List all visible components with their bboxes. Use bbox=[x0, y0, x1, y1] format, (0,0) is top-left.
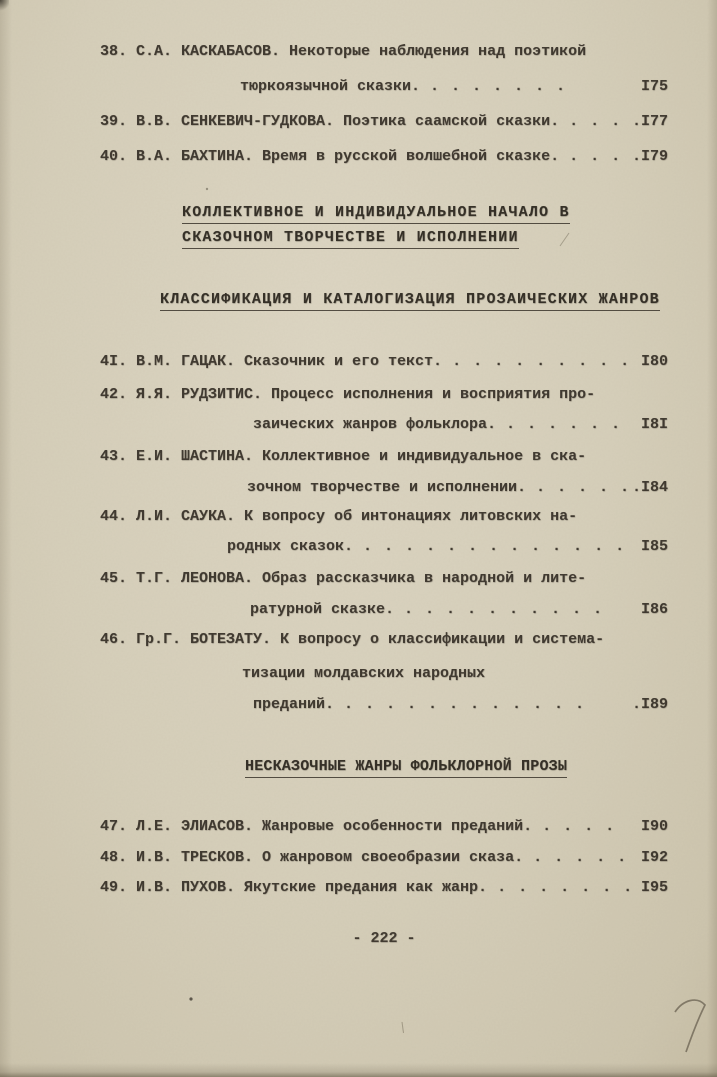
section-header-collective-line-2: СКАЗОЧНОМ ТВОРЧЕСТВЕ И ИСПОЛНЕНИИ bbox=[182, 228, 519, 250]
entry-44-line-2 bbox=[227, 537, 668, 557]
entry-text: 46. Гр.Г. БОТЕЗАТУ. К вопросу о классификации и система- bbox=[100, 631, 605, 648]
dot-leader: . . . . . . . . . bbox=[452, 353, 630, 370]
paper-fiber-mark bbox=[402, 1022, 404, 1033]
stray-slash-mark bbox=[560, 233, 569, 246]
ink-speck bbox=[189, 997, 192, 1000]
dot-leader: . . . bbox=[569, 113, 621, 130]
page-number: .I84 bbox=[631, 479, 668, 496]
entry-text: 44. Л.И. САУКА. К вопросу об интонациях литовских на- bbox=[100, 508, 578, 525]
page-number: .I79 bbox=[631, 148, 668, 165]
page-number: I8I bbox=[640, 416, 668, 433]
entry-text: 38. С.А. КАСКАБАСОВ. Некоторые наблюдения над поэтикой bbox=[100, 43, 587, 60]
dot-leader: . . . . . . . . . . . . . bbox=[363, 538, 625, 555]
dot-leader: . . . . . . . . . . . . bbox=[344, 696, 585, 713]
entry-text: 39. В.В. СЕНКЕВИЧ-ГУДКОВА. Поэтика саамской сказки. bbox=[100, 113, 560, 130]
page-number: .I77 bbox=[631, 113, 668, 130]
page-number: I95 bbox=[640, 879, 668, 896]
page-number: I90 bbox=[640, 818, 668, 835]
entry-43-line-1 bbox=[100, 447, 668, 467]
section-header-collective-line-1: КОЛЛЕКТИВНОЕ И ИНДИВИДУАЛЬНОЕ НАЧАЛО В bbox=[182, 203, 570, 225]
entry-41-line-1 bbox=[100, 352, 668, 372]
entry-49-line-1 bbox=[100, 878, 668, 898]
dot-leader: . . . . . . bbox=[506, 416, 621, 433]
entry-38-line-1 bbox=[100, 42, 668, 62]
entry-42-line-1 bbox=[100, 385, 668, 405]
entry-45-line-1 bbox=[100, 569, 668, 589]
dot-leader: . . . . . . . . . . bbox=[404, 601, 603, 618]
ink-speck bbox=[206, 188, 208, 190]
entry-text: 4I. В.М. ГАЦАК. Сказочник и его текст. bbox=[100, 353, 443, 370]
dot-leader: . . . bbox=[569, 148, 621, 165]
entry-text: тюркоязычной сказки. bbox=[240, 78, 421, 95]
entry-text: 45. Т.Г. ЛЕОНОВА. Образ рассказчика в народной и лите- bbox=[100, 570, 587, 587]
page-number: I86 bbox=[640, 601, 668, 618]
page-number: I85 bbox=[640, 538, 668, 555]
entry-text: преданий. bbox=[253, 696, 335, 713]
entry-text: тизации молдавских народных bbox=[242, 665, 486, 682]
dot-leader: . . . . . bbox=[533, 849, 627, 866]
entry-40-line-1 bbox=[100, 147, 668, 167]
dot-leader: . . . . . bbox=[536, 479, 630, 496]
entry-44-line-1 bbox=[100, 507, 668, 527]
scan-corner-shadow bbox=[0, 0, 9, 11]
entry-text: 42. Я.Я. РУДЗИТИС. Процесс исполнения и восприятия про- bbox=[100, 386, 596, 403]
entry-46-line-3 bbox=[253, 695, 668, 715]
dot-leader: . . . . . . . bbox=[497, 879, 633, 896]
entry-39-line-1 bbox=[100, 112, 668, 132]
dot-leader: . . . . . . . bbox=[430, 78, 566, 95]
entry-47-line-1 bbox=[100, 817, 668, 837]
entry-38-line-2 bbox=[240, 77, 668, 97]
entry-text: 49. И.В. ПУХОВ. Якутские предания как жанр. bbox=[100, 879, 488, 896]
entry-43-line-2 bbox=[247, 478, 668, 498]
entry-text: заических жанров фольклора. bbox=[253, 416, 497, 433]
pencil-mark-7 bbox=[675, 1000, 705, 1052]
section-header-non-fairytale: НЕСКАЗОЧНЫЕ ЖАНРЫ ФОЛЬКЛОРНОЙ ПРОЗЫ bbox=[245, 757, 567, 779]
page-number: I92 bbox=[640, 849, 668, 866]
entry-text: ратурной сказке. bbox=[250, 601, 395, 618]
entry-text: 48. И.В. ТРЕСКОВ. О жанровом своеобразии сказа. bbox=[100, 849, 524, 866]
section-header-classification: КЛАССИФИКАЦИЯ И КАТАЛОГИЗАЦИЯ ПРОЗАИЧЕСКИХ ЖАНРОВ bbox=[160, 290, 660, 312]
entry-text: 40. В.А. БАХТИНА. Время в русской волшебной сказке. bbox=[100, 148, 560, 165]
entry-42-line-2 bbox=[253, 415, 668, 435]
entry-text: 47. Л.Е. ЭЛИАСОВ. Жанровые особенности преданий. bbox=[100, 818, 533, 835]
page-number: I80 bbox=[640, 353, 668, 370]
page-number: I75 bbox=[640, 78, 668, 95]
page-number: .I89 bbox=[631, 696, 668, 713]
entry-text: 43. Е.И. ШАСТИНА. Коллективное и индивидуальное в ска- bbox=[100, 448, 587, 465]
footer-page-number: - 222 - bbox=[352, 930, 416, 947]
dot-leader: . . . . bbox=[542, 818, 615, 835]
entry-text: зочном творчестве и исполнении. bbox=[247, 479, 527, 496]
entry-46-line-1 bbox=[100, 630, 668, 650]
entry-46-line-2 bbox=[242, 664, 668, 684]
entry-text: родных сказок. bbox=[227, 538, 354, 555]
entry-45-line-2 bbox=[250, 600, 668, 620]
entry-48-line-1 bbox=[100, 848, 668, 868]
